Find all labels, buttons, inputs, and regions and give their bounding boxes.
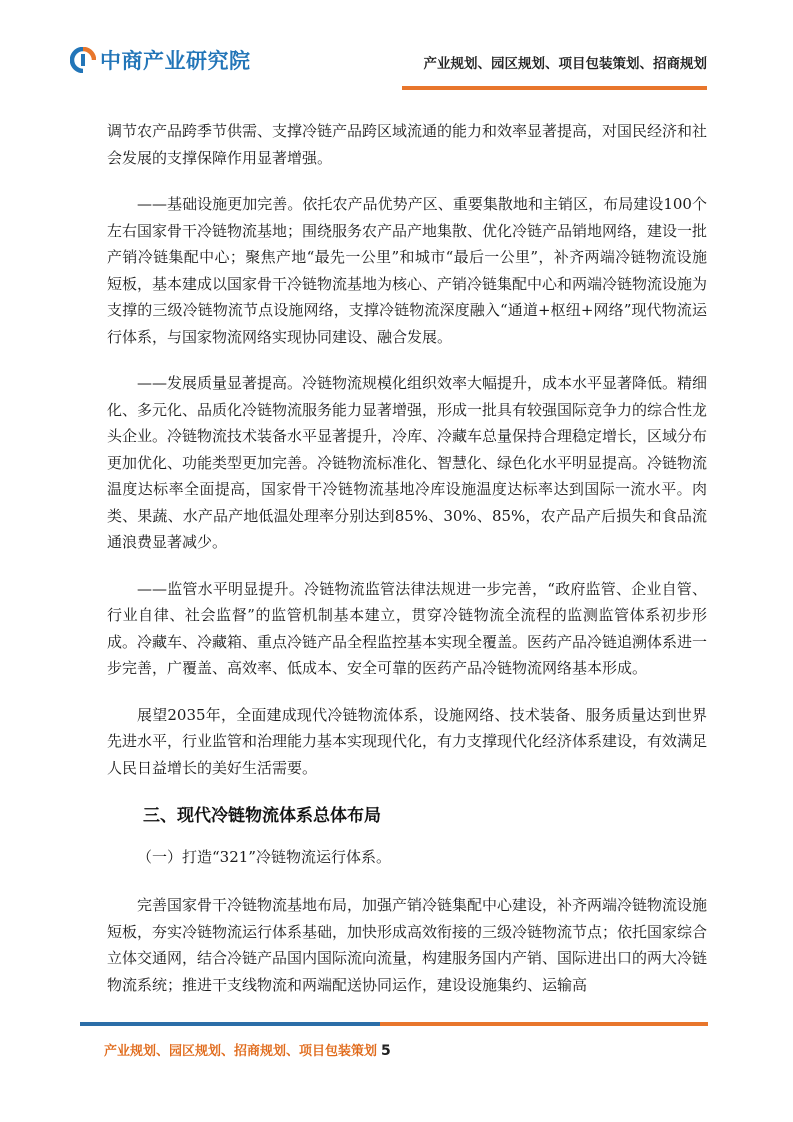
header-divider: [402, 86, 707, 90]
section-heading: 三、现代冷链物流体系总体布局: [143, 806, 381, 826]
paragraph-infrastructure: ——基础设施更加完善。依托农产品优势产区、重要集散地和主销区，布局建设100个左右国家骨干冷链物流基地；围绕服务农产品产地集散、优化冷链产品销地网络，建设一批产销冷链集配中心；聚焦产地“最先一公里”和城市“最后一公里”，补齐两端冷链物流设施短板，基本建成以国家骨干冷链物流基地为核心、产销冷链集配中心和两端冷链物流设施为支撑的三级冷链物流节点设施网络，支撑冷链物流深度融入“通道+枢纽+网络”现代物流运行体系，与国家物流网络实现协同建设、融合发展。: [107, 195, 708, 346]
paragraph-continuation: 调节农产品跨季节供需、支撑冷链产品跨区域流通的能力和效率显著提高，对国民经济和社会发展的支撑保障作用显著增强。: [107, 122, 708, 167]
document-body: [107, 118, 707, 1018]
footer-divider-blue: [80, 1022, 380, 1026]
paragraph-supervision: ——监管水平明显提升。冷链物流监管法律法规进一步完善，“政府监管、企业自管、行业自律、社会监督”的监管机制基本建立，贯穿冷链物流全流程的监测监管体系初步形成。冷藏车、冷藏箱、重点冷链产品全程监控基本实现全覆盖。医药产品冷链追溯体系进一步完善，广覆盖、高效率、低成本、安全可靠的医药产品冷链物流网络基本形成。: [107, 579, 708, 677]
logo-text: 中商产业研究院: [100, 49, 251, 73]
footer-text: 产业规划、园区规划、招商规划、项目包装策划: [104, 1044, 378, 1059]
company-logo: [70, 42, 251, 78]
subheading: （一）打造“321”冷链物流运行体系。: [137, 848, 391, 866]
header-tagline: 产业规划、园区规划、项目包装策划、招商规划: [423, 56, 707, 72]
page-number: 5: [381, 1043, 391, 1059]
page-footer: [104, 1040, 391, 1059]
paragraph-321-system: 完善国家骨干冷链物流基地布局，加强产销冷链集配中心建设，补齐两端冷链物流设施短板，夯实冷链物流运行体系基础，加快形成高效衔接的三级冷链物流节点；依托国家综合立体交通网，结合冷链产品国内国际流向流量，构建服务国内产销、国际进出口的两大冷链物流系统；推进干支线物流和两端配送协同运作，建设设施集约、运输高: [107, 896, 708, 994]
paragraph-quality: ——发展质量显著提高。冷链物流规模化组织效率大幅提升，成本水平显著降低。精细化、多元化、品质化冷链物流服务能力显著增强，形成一批具有较强国际竞争力的综合性龙头企业。冷链物流技术装备水平显著提升，冷库、冷藏车总量保持合理稳定增长，区域分布更加优化、功能类型更加完善。冷链物流标准化、智慧化、绿色化水平明显提高。冷链物流温度达标率全面提高，国家骨干冷链物流基地冷库设施温度达标率达到国际一流水平。肉类、果蔬、水产品产地低温处理率分别达到85%、30%、85%，农产品产后损失和食品流通浪费显著减少。: [107, 374, 708, 551]
page-header: [0, 0, 793, 100]
paragraph-outlook-2035: 展望2035年，全面建成现代冷链物流体系，设施网络、技术装备、服务质量达到世界先进水平，行业监管和治理能力基本实现现代化，有力支撑现代化经济体系建设，有效满足人民日益增长的美好生活需要。: [107, 705, 708, 777]
footer-divider-orange: [380, 1022, 708, 1026]
logo-mark-icon: [70, 47, 96, 73]
